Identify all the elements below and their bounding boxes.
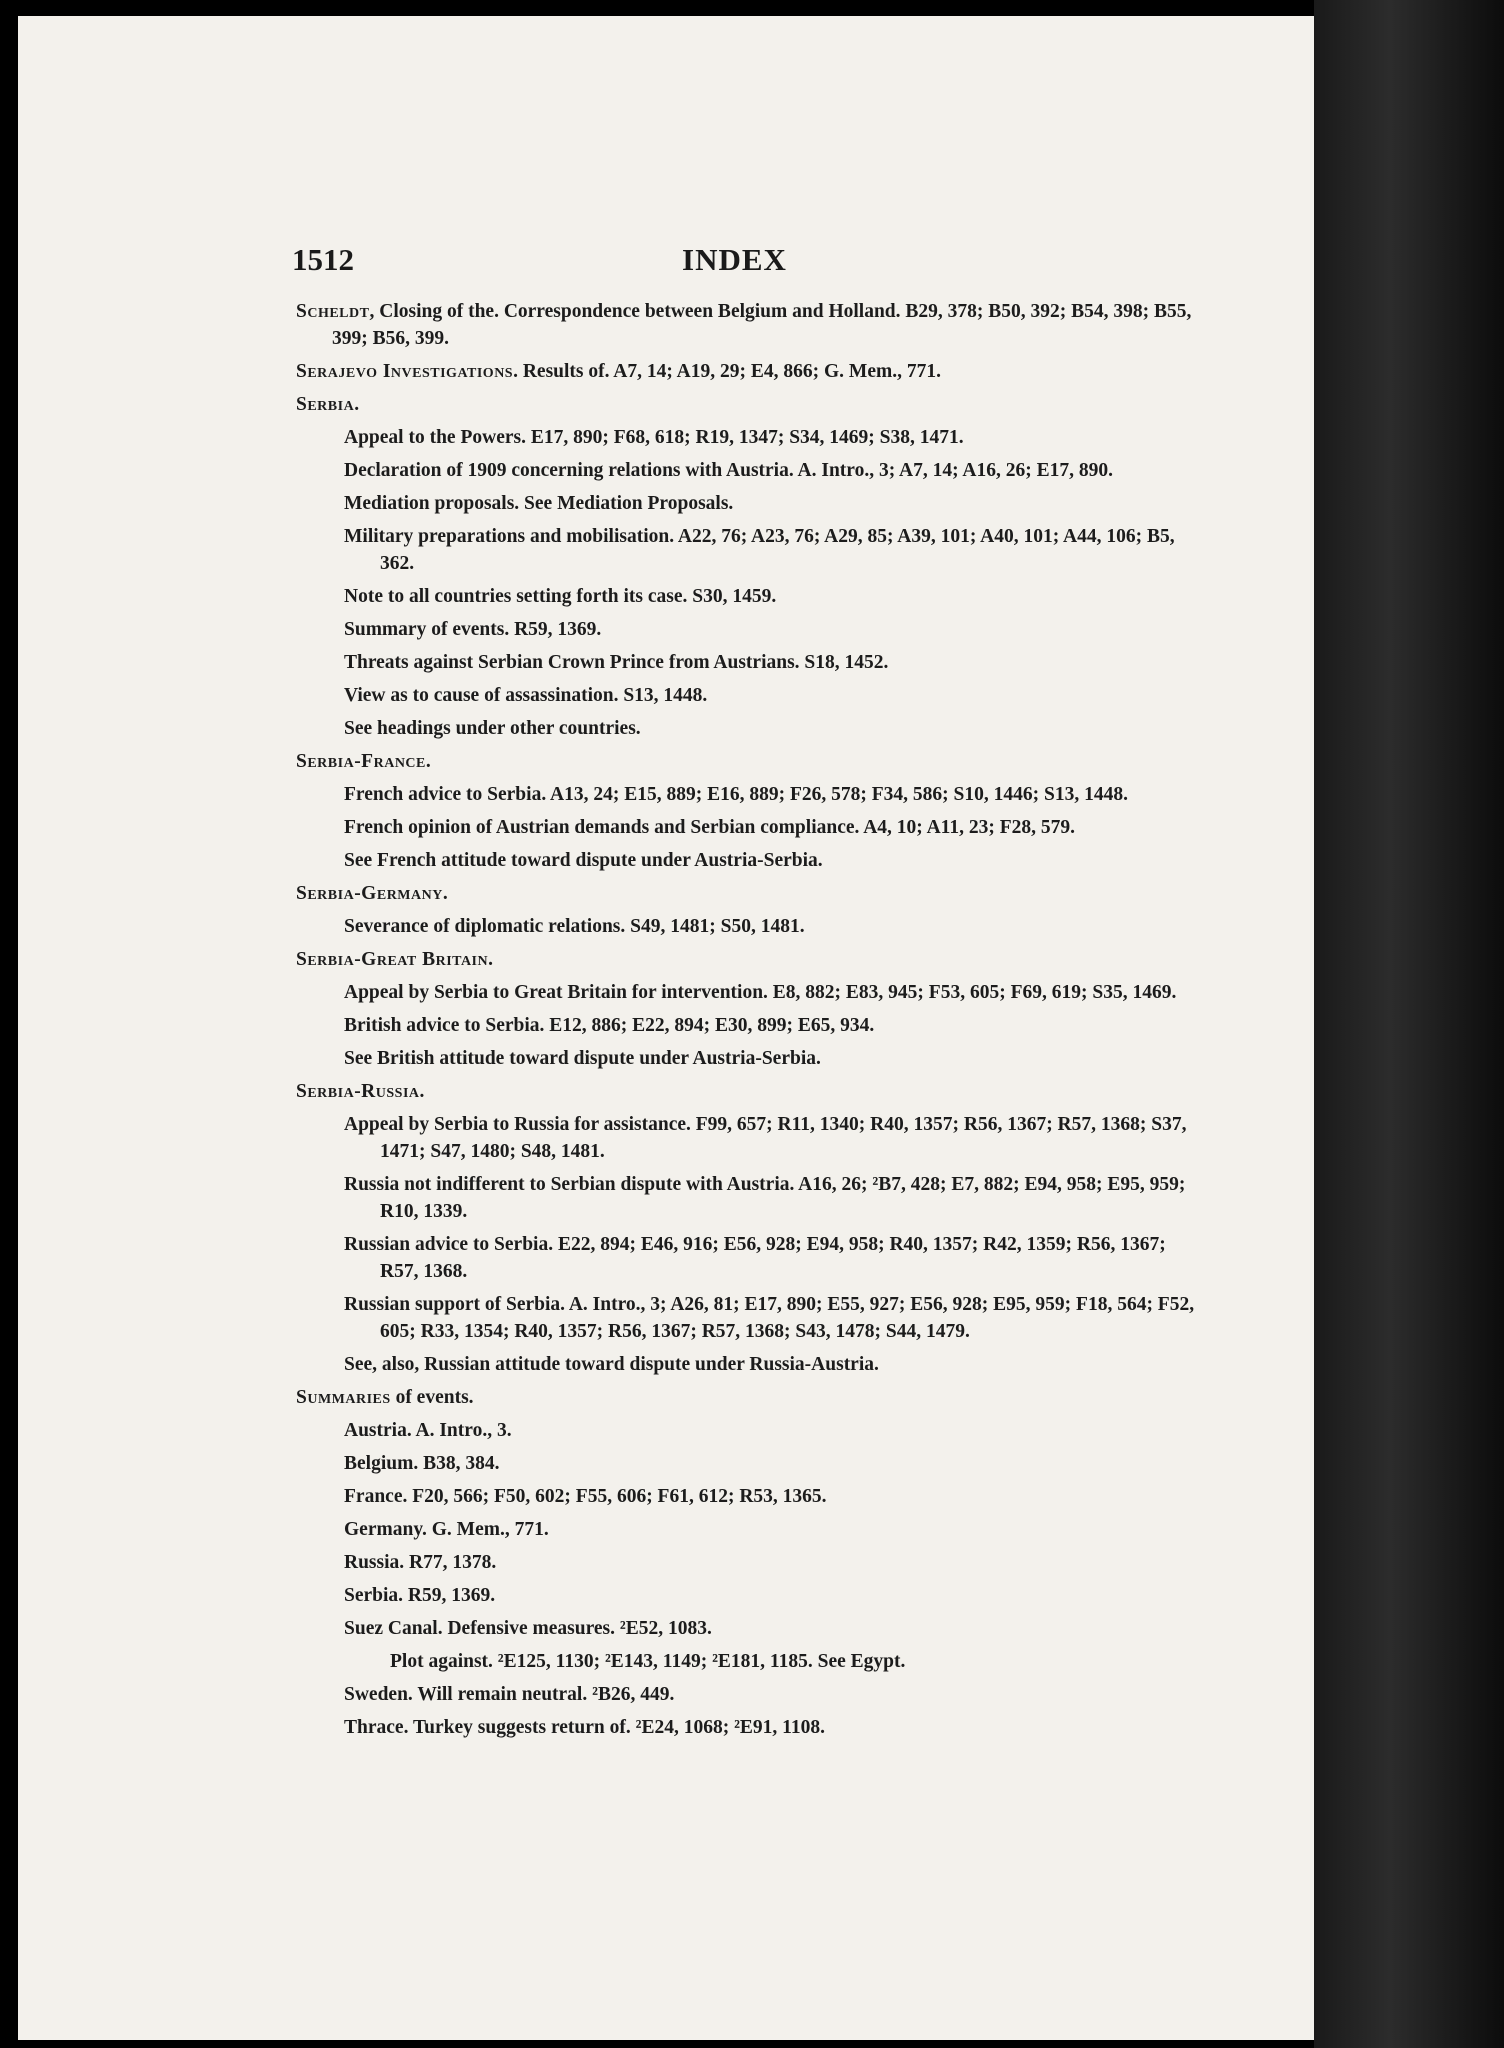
sub-entry-thrace: Thrace. Turkey suggests return of. ²E24, 1068; ²E91, 1108. bbox=[344, 1717, 825, 1738]
sub-entry: Declaration of 1909 concerning relations with Austria. A. Intro., 3; A7, 14; A16, 26; E17, 890. bbox=[344, 460, 1113, 481]
sub-entry: Threats against Serbian Crown Prince from Austrians. S18, 1452. bbox=[344, 652, 889, 673]
sub-entry: Austria. A. Intro., 3. bbox=[344, 1420, 512, 1441]
sub-sub-entry-suez-plot: Plot against. ²E125, 1130; ²E143, 1149; ²E181, 1185. See Egypt. bbox=[390, 1651, 906, 1672]
page-number: 1512 bbox=[292, 242, 354, 277]
sub-entry: French opinion of Austrian demands and Serbian compliance. A4, 10; A11, 23; F28, 579. bbox=[344, 817, 1075, 838]
entry-serbia-russia-head: Serbia-Russia. bbox=[296, 1081, 425, 1102]
entry-text: of events. bbox=[390, 1387, 474, 1408]
sub-entry: Summary of events. R59, 1369. bbox=[344, 619, 602, 640]
sub-entry: See, also, Russian attitude toward dispute under Russia-Austria. bbox=[344, 1354, 879, 1375]
sub-entry: Serbia. R59, 1369. bbox=[344, 1585, 496, 1606]
sub-entry: Appeal to the Powers. E17, 890; F68, 618; R19, 1347; S34, 1469; S38, 1471. bbox=[344, 427, 964, 448]
page-header bbox=[292, 242, 1212, 292]
sub-entry: See British attitude toward dispute under Austria-Serbia. bbox=[344, 1048, 821, 1069]
entry-text: , Closing of the. Correspondence between Belgium and Holland. B29, 378; B50, 392; B54, 398; B55, 399; B56, 399. bbox=[332, 301, 1192, 349]
sub-entry: See French attitude toward dispute under Austria-Serbia. bbox=[344, 850, 823, 871]
book-page bbox=[18, 16, 1314, 2040]
sub-entry: Mediation proposals. See Mediation Proposals. bbox=[344, 493, 734, 514]
entry-serbia-gb-head: Serbia-Great Britain. bbox=[296, 949, 494, 970]
sub-entry: Russia. R77, 1378. bbox=[344, 1552, 497, 1573]
sub-entry: Note to all countries setting forth its case. S30, 1459. bbox=[344, 586, 777, 607]
entry-text: . Results of. A7, 14; A19, 29; E4, 866; G. Mem., 771. bbox=[513, 361, 941, 382]
sub-entry: Germany. G. Mem., 771. bbox=[344, 1519, 549, 1540]
entry-serbia-head: Serbia. bbox=[296, 394, 360, 415]
sub-entry: Russian advice to Serbia. E22, 894; E46, 916; E56, 928; E94, 958; R40, 1357; R42, 1359; R56, 1367; R57, 1368. bbox=[344, 1234, 1166, 1282]
entry-head: Scheldt bbox=[296, 301, 370, 322]
sub-entry: Appeal by Serbia to Russia for assistance. F99, 657; R11, 1340; R40, 1357; R56, 1367; R57, 1368; S37, 1471; S47, 1480; S48, 1481. bbox=[344, 1114, 1187, 1162]
entry-head: Serajevo Investigations bbox=[296, 361, 514, 382]
sub-entry: French advice to Serbia. A13, 24; E15, 889; E16, 889; F26, 578; F34, 586; S10, 1446; S13, 1448. bbox=[344, 784, 1128, 805]
sub-entry: Military preparations and mobilisation. A22, 76; A23, 76; A29, 85; A39, 101; A40, 101; A44, 106; B5, 362. bbox=[344, 526, 1175, 574]
sub-entry: British advice to Serbia. E12, 886; E22, 894; E30, 899; E65, 934. bbox=[344, 1015, 875, 1036]
entry-serbia-germany-head: Serbia-Germany. bbox=[296, 883, 449, 904]
index-body bbox=[296, 298, 1196, 1747]
entry-serajevo bbox=[296, 358, 1196, 385]
sub-entry: See headings under other countries. bbox=[344, 718, 641, 739]
sub-entry: Appeal by Serbia to Great Britain for intervention. E8, 882; E83, 945; F53, 605; F69, 619; S35, 1469. bbox=[344, 982, 1177, 1003]
book-spine bbox=[1314, 0, 1504, 2048]
entry-scheldt bbox=[296, 298, 1196, 352]
sub-entry: Severance of diplomatic relations. S49, 1481; S50, 1481. bbox=[344, 916, 805, 937]
running-head: INDEX bbox=[682, 242, 787, 277]
entry-summaries bbox=[296, 1384, 1196, 1411]
sub-entry: Russian support of Serbia. A. Intro., 3; A26, 81; E17, 890; E55, 927; E56, 928; E95, 959; F18, 564; F52, 605; R33, 1354; R40, 1357; R56, 1367; R57, 1368; S43, 1478; S44, 1479. bbox=[344, 1294, 1195, 1342]
sub-entry-sweden: Sweden. Will remain neutral. ²B26, 449. bbox=[344, 1684, 675, 1705]
sub-entry-suez: Suez Canal. Defensive measures. ²E52, 1083. bbox=[344, 1618, 712, 1639]
sub-entry: Belgium. B38, 384. bbox=[344, 1453, 500, 1474]
entry-head: Summaries bbox=[296, 1387, 391, 1408]
sub-entry: Russia not indifferent to Serbian dispute with Austria. A16, 26; ²B7, 428; E7, 882; E94, 958; E95, 959; R10, 1339. bbox=[344, 1174, 1186, 1222]
sub-entry: View as to cause of assassination. S13, 1448. bbox=[344, 685, 708, 706]
sub-entry: France. F20, 566; F50, 602; F55, 606; F61, 612; R53, 1365. bbox=[344, 1486, 827, 1507]
entry-serbia-france-head: Serbia-France. bbox=[296, 751, 432, 772]
